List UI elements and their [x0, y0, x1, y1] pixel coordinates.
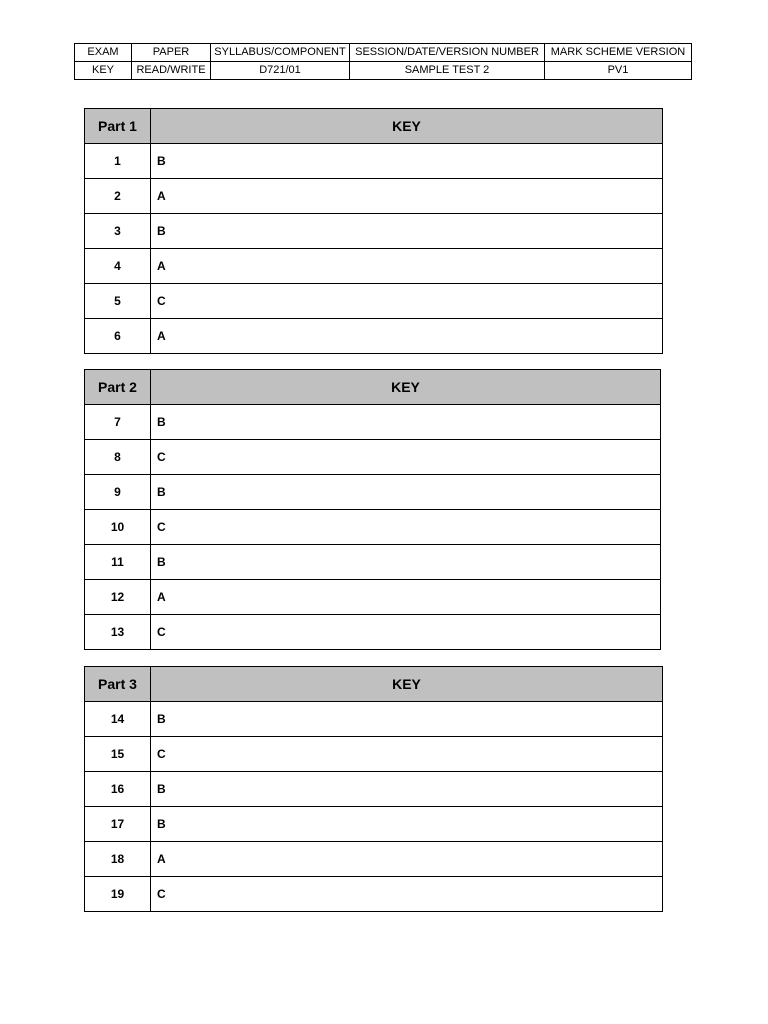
- answer-key: B: [151, 702, 663, 737]
- header-markscheme-value: PV1: [545, 62, 692, 80]
- part-label: Part 1: [85, 109, 151, 144]
- key-heading: KEY: [151, 370, 661, 405]
- question-number: 11: [85, 545, 151, 580]
- table-row: [85, 877, 663, 912]
- table-row: [85, 510, 661, 545]
- question-number: 7: [85, 405, 151, 440]
- answer-key: B: [151, 214, 663, 249]
- question-number: 10: [85, 510, 151, 545]
- question-number: 13: [85, 615, 151, 650]
- question-number: 8: [85, 440, 151, 475]
- table-row: [85, 144, 663, 179]
- question-number: 4: [85, 249, 151, 284]
- header-session-label: SESSION/DATE/VERSION NUMBER: [350, 44, 545, 62]
- answer-key: B: [151, 772, 663, 807]
- table-row: [85, 214, 663, 249]
- question-number: 1: [85, 144, 151, 179]
- header-syllabus-value: D721/01: [211, 62, 350, 80]
- table-row: [85, 319, 663, 354]
- question-number: 16: [85, 772, 151, 807]
- question-number: 12: [85, 580, 151, 615]
- answer-key: B: [151, 475, 661, 510]
- answer-key: A: [151, 842, 663, 877]
- part-header-row: [85, 370, 661, 405]
- key-heading: KEY: [151, 109, 663, 144]
- question-number: 5: [85, 284, 151, 319]
- answer-key: C: [151, 284, 663, 319]
- table-row: [85, 580, 661, 615]
- question-number: 6: [85, 319, 151, 354]
- part-header-row: [85, 667, 663, 702]
- exam-header-table: [74, 43, 692, 80]
- table-row: [85, 249, 663, 284]
- answer-key: C: [151, 615, 661, 650]
- answer-key: C: [151, 440, 661, 475]
- header-syllabus-label: SYLLABUS/COMPONENT: [211, 44, 350, 62]
- part-header-row: [85, 109, 663, 144]
- answer-key: A: [151, 319, 663, 354]
- part-2-key-table: [84, 369, 661, 650]
- question-number: 2: [85, 179, 151, 214]
- question-number: 18: [85, 842, 151, 877]
- answer-key: B: [151, 807, 663, 842]
- answer-key: B: [151, 405, 661, 440]
- header-values-row: [75, 62, 692, 80]
- table-row: [85, 615, 661, 650]
- header-exam-label: EXAM: [75, 44, 132, 62]
- header-paper-label: PAPER: [132, 44, 211, 62]
- table-row: [85, 440, 661, 475]
- table-row: [85, 842, 663, 877]
- question-number: 14: [85, 702, 151, 737]
- question-number: 15: [85, 737, 151, 772]
- question-number: 3: [85, 214, 151, 249]
- answer-key: B: [151, 144, 663, 179]
- answer-key: C: [151, 510, 661, 545]
- answer-key: C: [151, 737, 663, 772]
- table-row: [85, 702, 663, 737]
- answer-key: A: [151, 249, 663, 284]
- question-number: 17: [85, 807, 151, 842]
- table-row: [85, 737, 663, 772]
- table-row: [85, 807, 663, 842]
- part-1-key-table: [84, 108, 663, 354]
- key-heading: KEY: [151, 667, 663, 702]
- table-row: [85, 405, 661, 440]
- answer-key: C: [151, 877, 663, 912]
- table-row: [85, 179, 663, 214]
- part-label: Part 2: [85, 370, 151, 405]
- part-3-key-table: [84, 666, 663, 912]
- table-row: [85, 475, 661, 510]
- answer-key: A: [151, 580, 661, 615]
- answer-key: A: [151, 179, 663, 214]
- part-label: Part 3: [85, 667, 151, 702]
- header-labels-row: [75, 44, 692, 62]
- header-paper-value: READ/WRITE: [132, 62, 211, 80]
- header-session-value: SAMPLE TEST 2: [350, 62, 545, 80]
- table-row: [85, 772, 663, 807]
- question-number: 19: [85, 877, 151, 912]
- answer-key: B: [151, 545, 661, 580]
- header-exam-value: KEY: [75, 62, 132, 80]
- table-row: [85, 545, 661, 580]
- header-markscheme-label: MARK SCHEME VERSION: [545, 44, 692, 62]
- table-row: [85, 284, 663, 319]
- question-number: 9: [85, 475, 151, 510]
